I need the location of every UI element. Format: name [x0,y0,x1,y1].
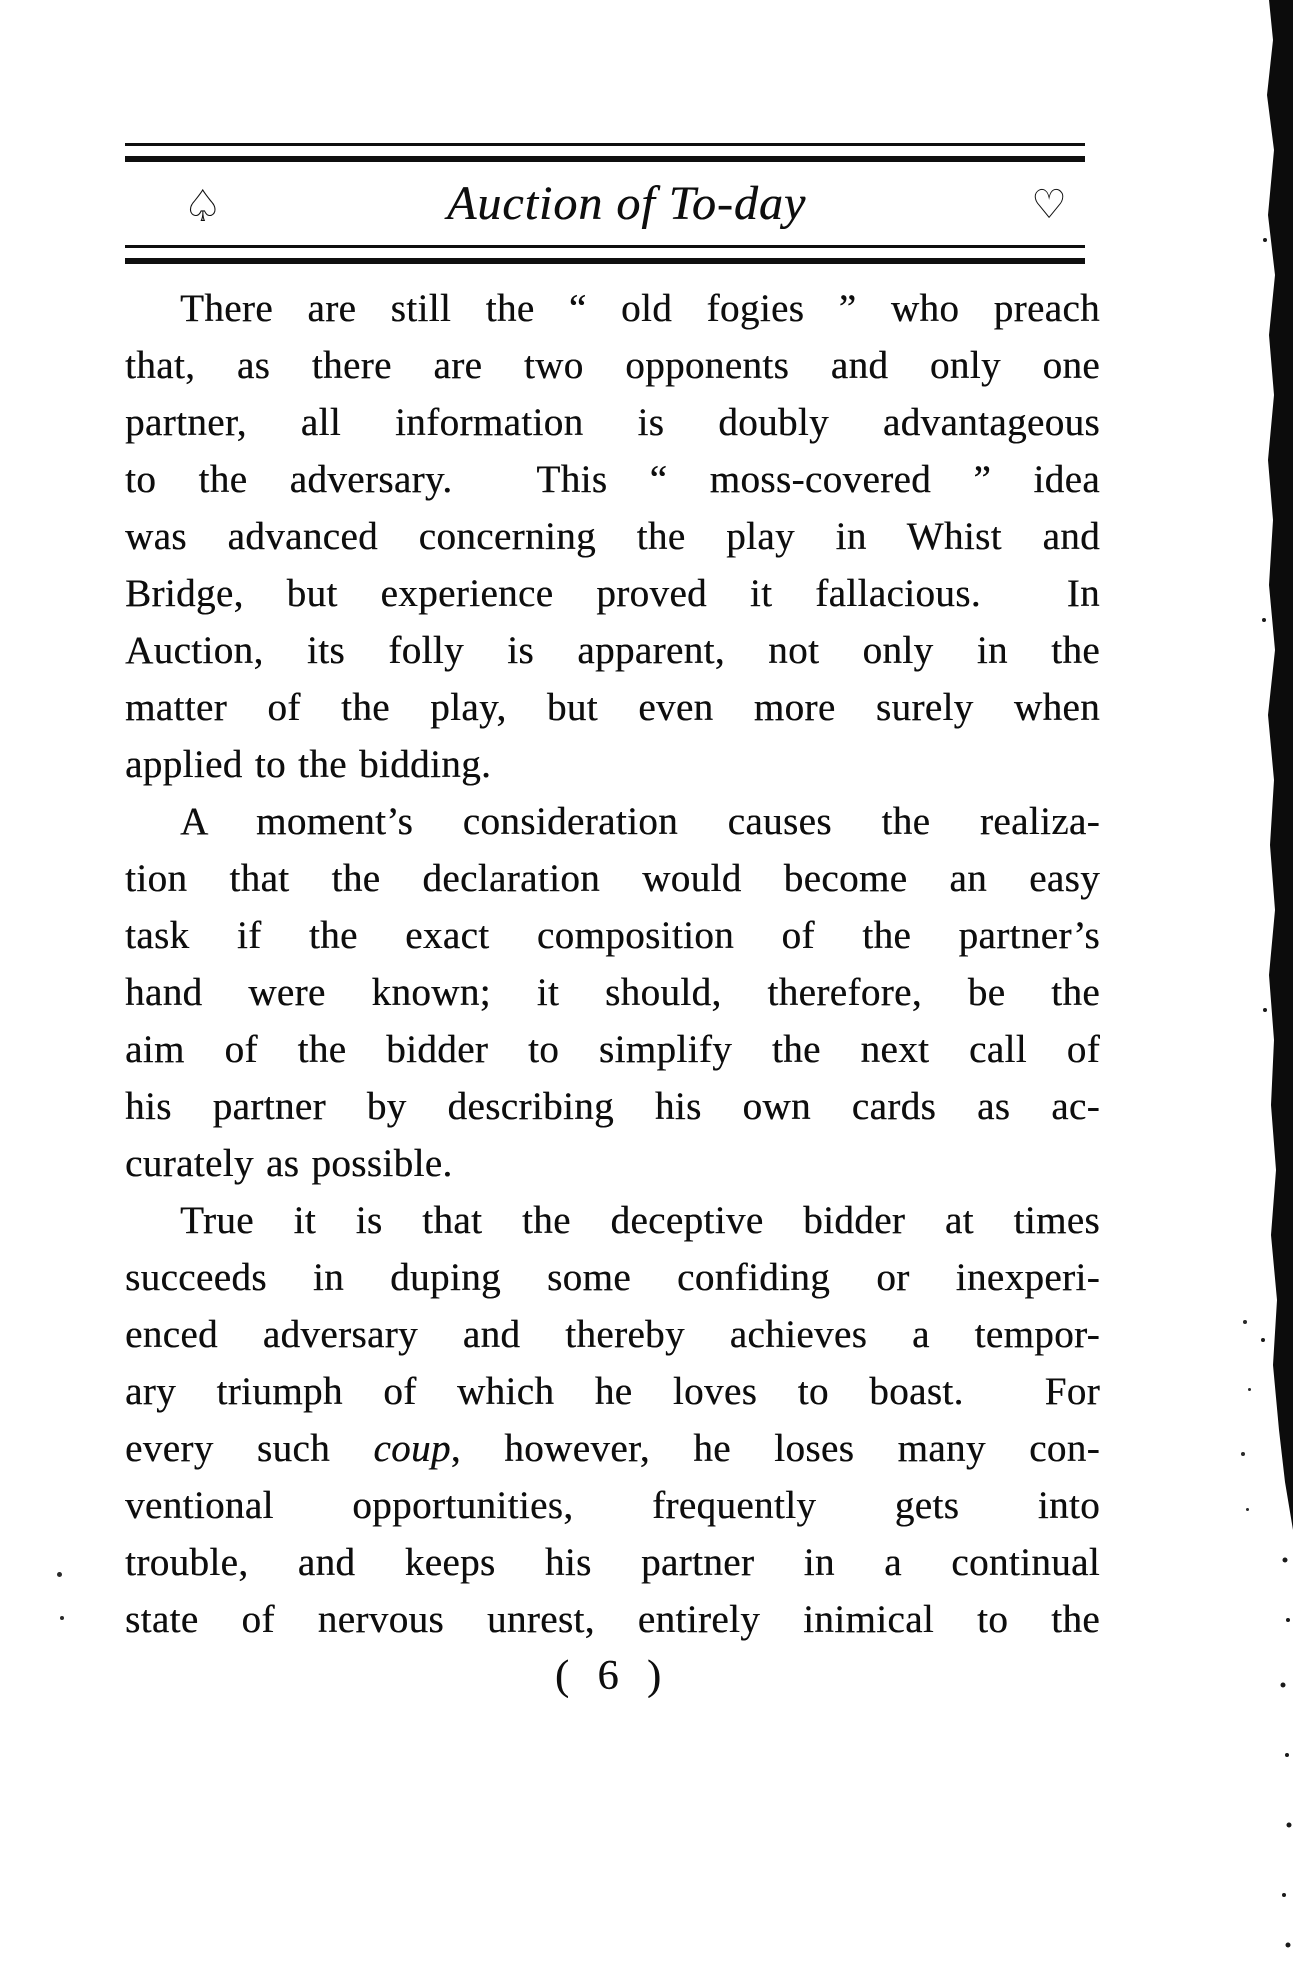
spade-icon: ♤ [183,180,223,232]
head-rule-bottom-thin [125,245,1085,248]
text-line: enced adversary and thereby achieves a tempor- [125,1313,1100,1356]
text-line: trouble, and keeps his partner in a continual [125,1541,1100,1584]
scan-edge-artifact [1259,0,1293,1968]
page-header-title: Auction of To-day [446,177,807,230]
scan-speck [1241,1452,1245,1456]
scan-speck [57,1572,62,1577]
scan-speck [1246,1508,1249,1511]
paragraph-3 [125,1192,1100,1648]
running-head [125,143,1085,264]
text-line: succeeds in duping some confiding or inexperi- [125,1256,1100,1299]
text-line: state of nervous unrest, entirely inimical to the [125,1598,1100,1641]
text-line: ventional opportunities, frequently gets into [125,1484,1100,1527]
text-line: task if the exact composition of the partner’s [125,914,1100,957]
italic-word: coup [373,1427,451,1470]
scan-speck [1248,1388,1251,1391]
heart-icon: ♡ [1031,181,1067,228]
text-line: hand were known; it should, therefore, be the [125,971,1100,1014]
text-segment: every such [125,1427,374,1470]
text-line: ary triumph of which he loves to boast. For [125,1370,1100,1413]
body-text [125,280,1100,1648]
scan-edge-shape [1259,0,1293,1968]
text-line: partner, all information is doubly advantageous [125,401,1100,444]
text-line: curately as possible. [125,1142,453,1185]
text-line: to the adversary. This “ moss-covered ” idea [125,458,1100,501]
page-number: ( 6 ) [555,1653,670,1699]
text-line: There are still the “ old fogies ” who preach [180,287,1100,330]
text-line: A moment’s consideration causes the realiza- [180,800,1100,843]
head-rule-top-thin [125,143,1085,146]
text-line [125,1420,1100,1477]
paragraph-1 [125,280,1100,793]
text-line: Bridge, but experience proved it fallacious. In [125,572,1100,615]
scan-speck [1243,1320,1247,1324]
text-line: was advanced concerning the play in Whist and [125,515,1100,558]
text-line: matter of the play, but even more surely when [125,686,1100,729]
text-line: True it is that the deceptive bidder at times [180,1199,1100,1242]
text-segment: , however, he loses many con- [450,1427,1100,1470]
scan-speck [60,1616,64,1620]
head-row [125,162,1085,245]
text-line: his partner by describing his own cards as ac- [125,1085,1100,1128]
text-line: aim of the bidder to simplify the next call of [125,1028,1100,1071]
paragraph-2 [125,793,1100,1192]
text-line: that, as there are two opponents and only one [125,344,1100,387]
text-line: Auction, its folly is apparent, not only in the [125,629,1100,672]
text-line: applied to the bidding. [125,743,492,786]
text-line: tion that the declaration would become an easy [125,857,1100,900]
head-rule-bottom-thick [125,258,1085,264]
